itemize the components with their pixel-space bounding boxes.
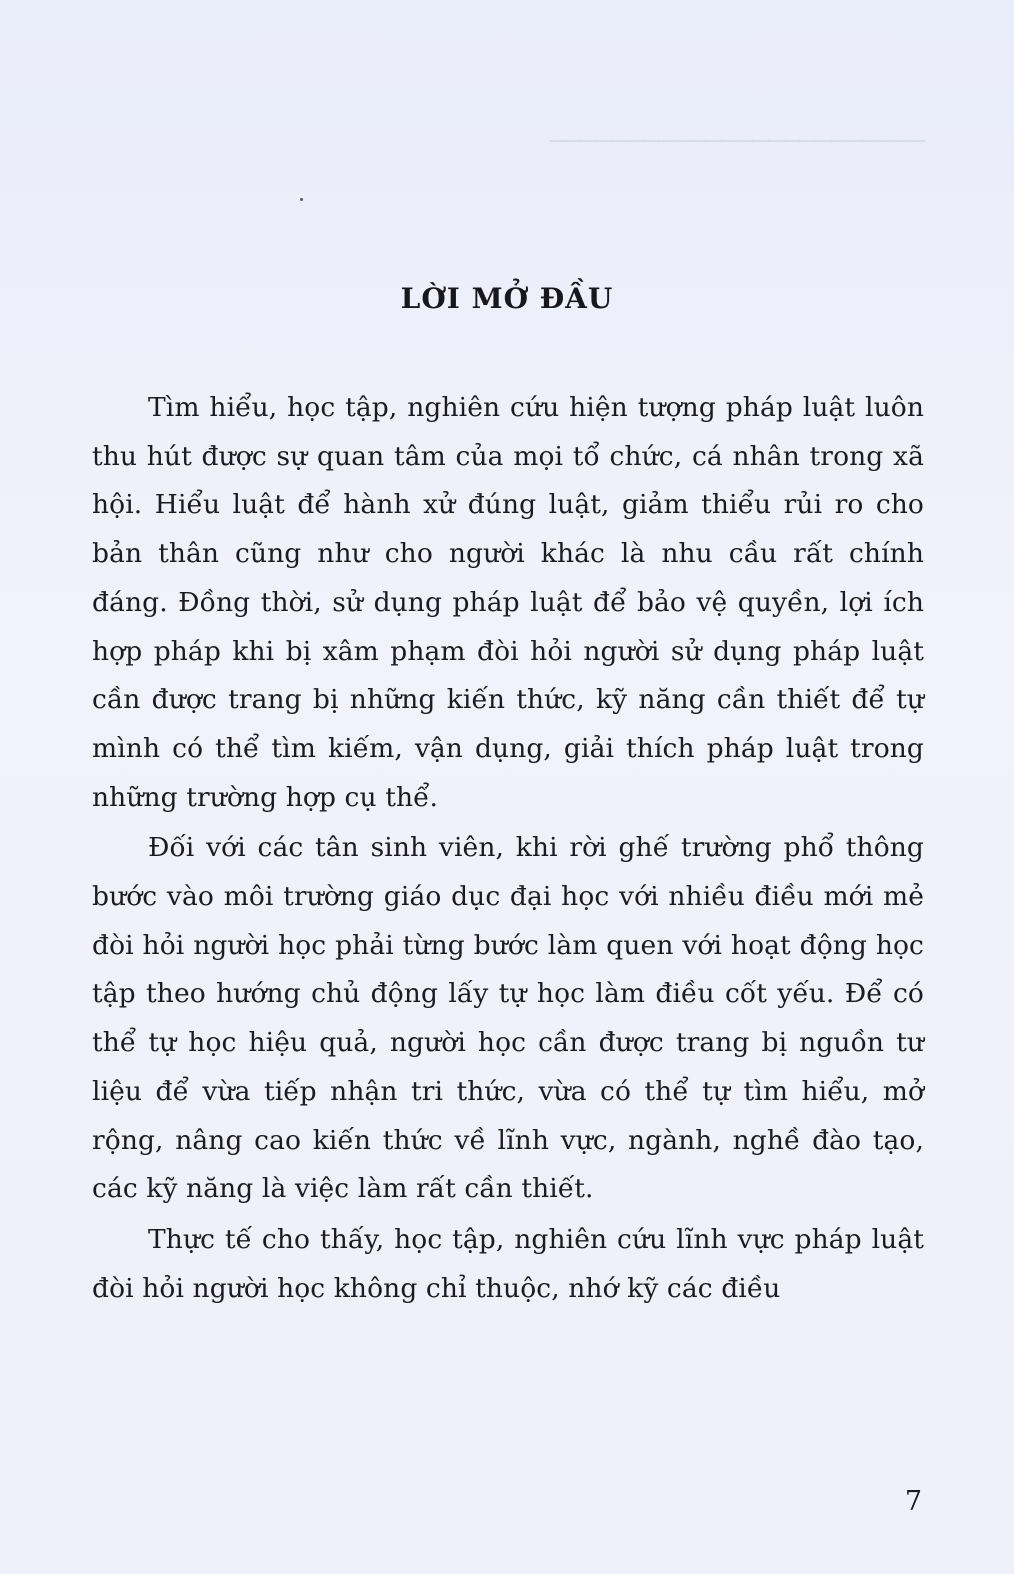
paragraph-3: Thực tế cho thấy, học tập, nghiên cứu lĩnh vực pháp luật đòi hỏi người học không chỉ thuộc, nhớ kỹ các điều [92,1223,924,1304]
paragraph-1: Tìm hiểu, học tập, nghiên cứu hiện tượng pháp luật luôn thu hút được sự quan tâm của mọi tổ chức, cá nhân trong xã hội. Hiểu luật để hành xử đúng luật, giảm thiểu rủi ro cho bản thân cũng như cho người khác là nhu cầu rất chính đáng. Đồng thời, sử dụng pháp luật để bảo vệ quyền, lợi ích hợp pháp khi bị xâm phạm đòi hỏi người sử dụng pháp luật cần được trang bị những kiến thức, kỹ năng cần thiết để tự mình có thể tìm kiếm, vận dụng, giải thích pháp luật trong những trường hợp cụ thể. [92,392,924,813]
print-speck [300,198,303,201]
page-number: 7 [904,1486,922,1517]
body-text [92,384,924,1315]
page-title: LỜI MỞ ĐẦU [400,282,614,315]
paragraph-2: Đối với các tân sinh viên, khi rời ghế trường phổ thông bước vào môi trường giáo dục đại học với nhiều điều mới mẻ đòi hỏi người học phải từng bước làm quen với hoạt động học tập theo hướng chủ động lấy tự học làm điều cốt yếu. Để có thể tự học hiệu quả, người học cần được trang bị nguồn tư liệu để vừa tiếp nhận tri thức, vừa có thể tự tìm hiểu, mở rộng, nâng cao kiến thức về lĩnh vực, ngành, nghề đào tạo, các kỹ năng là việc làm rất cần thiết. [92,832,924,1205]
bleed-through-texture: ──────────────────────── [549,127,925,157]
